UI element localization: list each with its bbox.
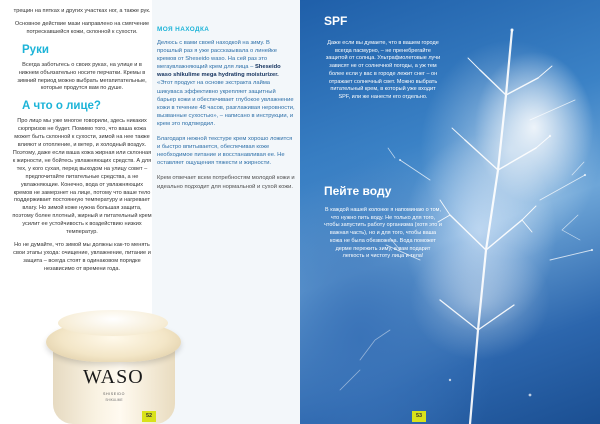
- jar-brand-logo: WASO: [83, 366, 144, 388]
- left-column: [12, 8, 152, 279]
- cream-jar-image: [38, 296, 188, 424]
- intro-text: трещин на пятках и других участках ног, а также рук.: [13, 8, 151, 14]
- note-para1-start: Делюсь с вами своей находкой на зиму. В прошлый раз я уже рассказывала о линейке кремов от Sheseido waso. На сей раз это мегаувлажняющий крем для лица –: [157, 40, 278, 71]
- main-paragraph: Основное действие мази направлено на смягчение потрескавшейся кожи, склонной к сухости.: [14, 20, 150, 35]
- note-paragraph-3: Крем отвечает всем потребностям молодой кожи и идеально подходит для нормальной и сухой кожи.: [157, 175, 295, 190]
- spf-title: SPF: [324, 14, 348, 28]
- product-name: Sheseido waso shikulime mega hydrating moisturizer.: [157, 64, 281, 79]
- hands-paragraph: Всегда заботьтесь о своих руках, на улице и в нижнем объязательно носите перчатки. Кремы в зимний период можно выбрать мегапитательные, которые продутся вам по душе.: [17, 61, 147, 92]
- page-number-right: 53: [412, 411, 426, 422]
- note-header: МОЯ НАХОДКА: [157, 26, 210, 33]
- routine-paragraph: Но не думайте, что зимой мы должны как-то менять свои этапы ухода: очищение, увлажнение, питание и защита – всегда стоят в одинаковом порядке независимо от времени года.: [13, 241, 151, 272]
- note-para1-end: «Этот продукт на основе экстракта лайма шикуваса эффективно укрепляет защитный барьер кожи и обеспечивает глубокое увлажнение кожи в течение 48 часов, разглаживая неровности, вызванные сухостью», – написано в инструкции, и крем это подтвердил.: [157, 80, 295, 127]
- jar-lid-top: [58, 310, 168, 336]
- section-hands-title: Руки: [22, 43, 49, 56]
- left-body: [12, 8, 152, 37]
- water-block: [324, 184, 442, 261]
- jar-subtitle: SHISEIDO: [103, 392, 125, 396]
- face-paragraph: Про лицо мы уже многое говорили, здесь никаких сюрпризов не будет. Помимо того, что ваша кожа может быть склонной к сухости, зимой на нее также влияют и отопление, и ветер, и холодный воздух. Поэтому, даже если ваша кожа жирная или склонная к жирности, не бойтесь увлажняющих средств. А для тех, у кого сухая, перед выходом на улицу совет – предпочитайте питательные средства, а не увлажняющие. Конечно, вода от увлажняющих кремов не замерзнет на лице, потому что ваше тело поддерживает постоянную температуру и нагревает влагу. Но зимой коже нужна большая защита, поэтому более плотный, жирный и питательный крем усилит ее устойчивость к воздействию низких температур.: [12, 118, 152, 236]
- section-face-title: А что о лице?: [22, 100, 101, 113]
- water-title: Пейте воду: [324, 184, 392, 198]
- note-paragraph-1: [157, 39, 295, 128]
- spf-block: [324, 14, 442, 102]
- note-text: [157, 39, 295, 191]
- hands-body: [12, 62, 152, 94]
- water-text: В каждой нашей колонке я напоминаю о том, что нужно пить воду. Не только для того, чтобы запустить работу организма (хотя это и важная часть), но и для того, чтобы ваша кожа не была обезвожена. Вода поможет дерме пережить зиму, а вам подарит легкость и чистоту лица и тела!: [324, 207, 442, 260]
- jar-subtitle-2: SHIKULIME: [105, 398, 123, 402]
- note-column: [157, 8, 295, 198]
- right-page: [300, 0, 600, 424]
- page-number-left: 52: [142, 411, 156, 422]
- note-paragraph-2: Благодаря нежной текстуре крем хорошо ложится и быстро впитывается, обеспечивая коже необходимое питание и восстанавливая ее. Не оставляет ощущения тяжести и жирности.: [157, 136, 293, 167]
- face-body: [12, 118, 152, 273]
- spf-text: Даже если вы думаете, что в вашем городе всегда пасмурно, – не пренебрегайте защитой от солнца. Ультрафиолетовые лучи зависят не от солнечной погоды, а уж тем более если у вас в городе лежит снег – он отражает солнечный свет. Можно выбрать питательный крем, в который уже входит SPF, или же нанести его отдельно.: [325, 40, 441, 100]
